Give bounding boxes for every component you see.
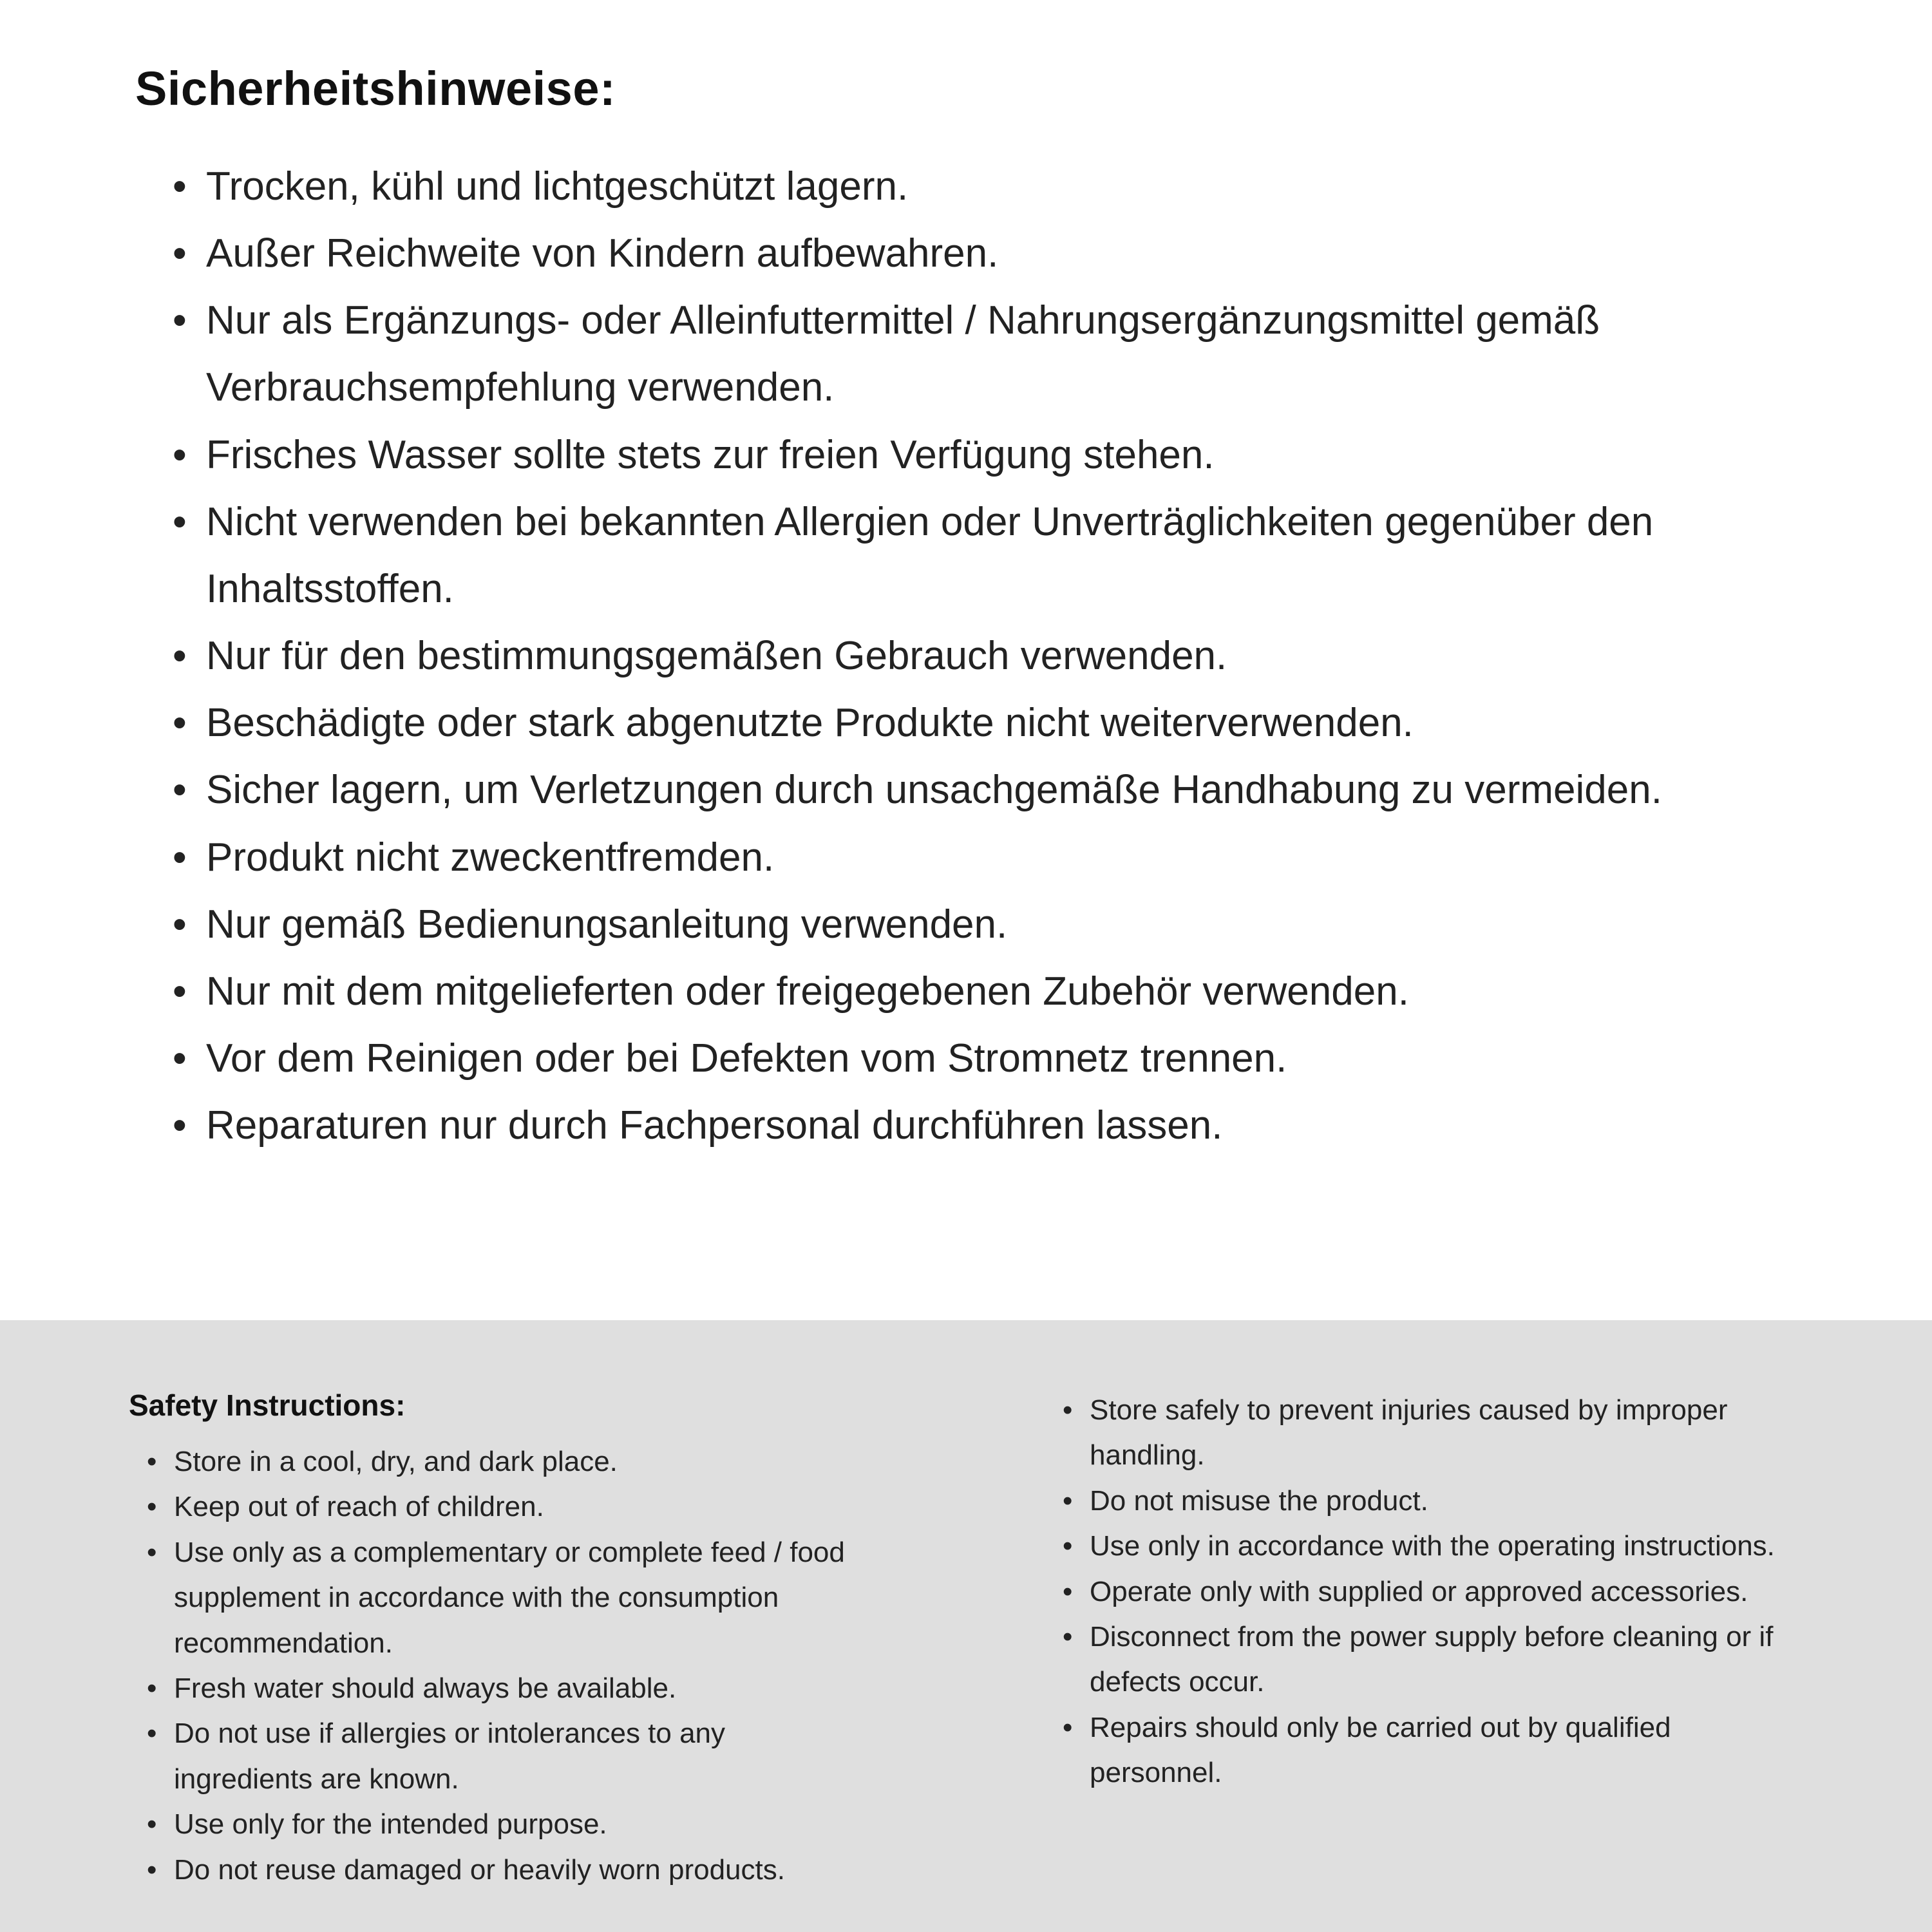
list-item: • Do not misuse the product. xyxy=(1063,1479,1784,1524)
list-item: • Nicht verwenden bei bekannten Allergien oder Unverträglichkeiten gegenüber den Inhaltsstoffen. xyxy=(173,489,1732,623)
list-item: • Produkt nicht zweckentfremden. xyxy=(173,824,1732,891)
list-item: • Außer Reichweite von Kindern aufbewahren. xyxy=(173,220,1732,287)
list-item: • Do not use if allergies or intolerances to any ingredients are known. xyxy=(147,1711,869,1802)
list-item: • Fresh water should always be available. xyxy=(147,1666,869,1711)
list-item: • Nur mit dem mitgelieferten oder freigegebenen Zubehör verwenden. xyxy=(173,958,1732,1025)
list-item: • Do not reuse damaged or heavily worn products. xyxy=(147,1848,869,1893)
list-item: • Frisches Wasser sollte stets zur freien Verfügung stehen. xyxy=(173,422,1732,489)
list-item: • Nur für den bestimmungsgemäßen Gebrauch verwenden. xyxy=(173,623,1732,690)
german-safety-list xyxy=(135,153,1732,1159)
list-item: • Keep out of reach of children. xyxy=(147,1484,869,1530)
list-item: • Use only for the intended purpose. xyxy=(147,1802,869,1847)
list-item: • Beschädigte oder stark abgenutzte Produkte nicht weiterverwenden. xyxy=(173,690,1732,757)
english-safety-list-left xyxy=(129,1439,869,1893)
list-item: • Store in a cool, dry, and dark place. xyxy=(147,1439,869,1484)
list-item: • Store safely to prevent injuries caused by improper handling. xyxy=(1063,1388,1784,1479)
list-item: • Disconnect from the power supply before cleaning or if defects occur. xyxy=(1063,1615,1784,1705)
list-item: • Use only as a complementary or complete feed / food supplement in accordance with the consumption recommendation. xyxy=(147,1530,869,1666)
english-left-column xyxy=(129,1388,966,1932)
german-section-title: Sicherheitshinweise: xyxy=(135,62,616,115)
english-right-column xyxy=(1063,1388,1823,1932)
list-item: • Repairs should only be carried out by qualified personnel. xyxy=(1063,1705,1784,1796)
list-item: • Use only in accordance with the operating instructions. xyxy=(1063,1524,1784,1569)
list-item: • Vor dem Reinigen oder bei Defekten vom Stromnetz trennen. xyxy=(173,1025,1732,1092)
list-item: • Nur gemäß Bedienungsanleitung verwenden. xyxy=(173,891,1732,958)
list-item: • Sicher lagern, um Verletzungen durch unsachgemäße Handhabung zu vermeiden. xyxy=(173,757,1732,824)
list-item: • Reparaturen nur durch Fachpersonal durchführen lassen. xyxy=(173,1092,1732,1159)
list-item: • Trocken, kühl und lichtgeschützt lagern. xyxy=(173,153,1732,220)
english-section-title: Safety Instructions: xyxy=(129,1388,406,1422)
list-item: • Operate only with supplied or approved accessories. xyxy=(1063,1569,1784,1615)
english-safety-list-right xyxy=(1063,1388,1784,1796)
list-item: • Nur als Ergänzungs- oder Alleinfuttermittel / Nahrungsergänzungsmittel gemäß Verbrauchsempfehlung verwenden. xyxy=(173,287,1732,421)
english-safety-section xyxy=(0,1320,1932,1932)
